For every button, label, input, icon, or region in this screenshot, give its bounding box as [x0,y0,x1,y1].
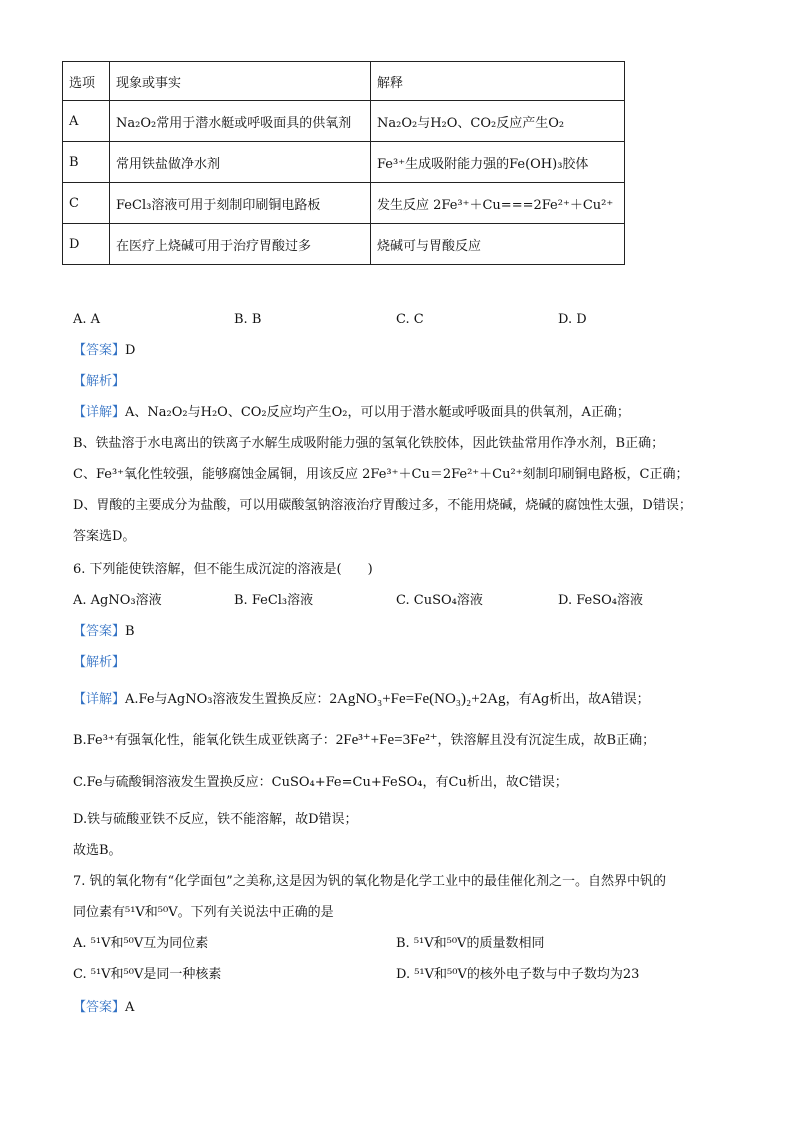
table-header-cell: 现象或事实 [110,62,371,101]
table-header-cell: 选项 [63,62,110,101]
q6-answer [73,623,754,641]
q5-answer [73,342,754,360]
answer-tag: 【答案】 [73,624,126,639]
answer-value: B [125,624,135,639]
table-cell-option: B [63,142,110,183]
detail-text: C.Fe与硫酸铜溶液发生置换反应： [73,775,272,790]
q5-detail-line: C、Fe³⁺氧化性较强，能够腐蚀金属铜，用该反应 2Fe³⁺＋Cu＝2Fe²⁺＋Cu²⁺刻制印刷铜电路板，C正确； [73,467,689,482]
q7-stem-line2: 同位素有⁵¹V和⁵⁰V。下列有关说法中正确的是 [73,905,334,920]
choice-a: A. A [73,312,101,327]
q6-conclusion: 故选B。 [73,843,122,858]
detail-text: ，有Cu析出，故C错误； [422,775,568,790]
table-header-cell: 解释 [371,62,625,101]
table-row [63,183,625,224]
table-cell-explanation: Na₂O₂与H₂O、CO₂反应产生O₂ [371,101,625,142]
choice-c: C. C [396,312,424,327]
detail-text: ，铁溶解且没有沉淀生成，故B正确； [437,733,656,748]
equation: 2AgNO₃+Fe=Fe(NO₃)₂+2Ag [329,691,506,707]
analysis-tag: 【解析】 [73,655,126,670]
options-table [62,61,625,265]
choice-b: B. ⁵¹V和⁵⁰V的质量数相同 [396,936,545,951]
table-cell-option: D [63,224,110,265]
answer-tag: 【答案】 [73,1000,126,1015]
analysis-tag: 【解析】 [73,374,126,389]
answer-value: D [125,343,136,358]
detail-tag: 【详解】 [73,405,126,420]
detail-tag: 【详解】 [73,692,126,707]
choice-d: D. D [558,312,587,327]
table-cell-fact: Na₂O₂常用于潜水艇或呼吸面具的供氧剂 [110,101,371,142]
choice-d: D. ⁵¹V和⁵⁰V的核外电子数与中子数均为23 [396,967,640,982]
table-cell-option: C [63,183,110,224]
choice-b: B. FeCl₃溶液 [234,593,314,608]
q7-answer [73,999,754,1017]
table-cell-fact: 常用铁盐做净水剂 [110,142,371,183]
q5-detail-line: D、胃酸的主要成分为盐酸，可以用碳酸氢钠溶液治疗胃酸过多，不能用烧碱，烧碱的腐蚀性太强，D错误； [73,498,692,513]
choice-d: D. FeSO₄溶液 [558,593,644,608]
detail-text: A.Fe与AgNO₃溶液发生置换反应： [125,692,330,707]
detail-text: A、Na₂O₂与H₂O、CO₂反应均产生O₂，可以用于潜水艇或呼吸面具的供氧剂，A正确； [125,405,630,420]
choice-c: C. CuSO₄溶液 [396,593,483,608]
q6-stem: 6. 下列能使铁溶解，但不能生成沉淀的溶液是( ) [73,562,373,577]
equation: 2Fe³⁺+Fe=3Fe²⁺ [335,732,438,748]
q6-detail-line-a [73,690,754,709]
equation: CuSO₄+Fe=Cu+FeSO₄ [271,775,423,790]
answer-tag: 【答案】 [73,343,126,358]
q6-analysis-tag [73,654,754,672]
q6-detail-line-b [73,731,754,750]
table-cell-explanation: 发生反应 2Fe³⁺＋Cu===2Fe²⁺＋Cu²⁺ [371,183,625,224]
q7-stem-line1: 7. 钒的氧化物有“化学面包”之美称,这是因为钒的氧化物是化学工业中的最佳催化剂之一。自然界中钒的 [73,874,666,889]
table-cell-fact: 在医疗上烧碱可用于治疗胃酸过多 [110,224,371,265]
choice-a: A. ⁵¹V和⁵⁰V互为同位素 [73,936,209,951]
table-cell-explanation: Fe³⁺生成吸附能力强的Fe(OH)₃胶体 [371,142,625,183]
table-cell-option: A [63,101,110,142]
answer-value: A [125,1000,135,1015]
table-header-row [63,62,625,101]
q5-detail-line [73,404,754,422]
choice-b: B. B [234,312,262,327]
table-cell-explanation: 烧碱可与胃酸反应 [371,224,625,265]
table-row [63,142,625,183]
q5-analysis-tag [73,373,754,391]
table-row [63,101,625,142]
q5-detail-line: B、铁盐溶于水电离出的铁离子水解生成吸附能力强的氢氧化铁胶体，因此铁盐常用作净水剂，B正确； [73,436,665,451]
table-cell-fact: FeCl₃溶液可用于刻制印刷铜电路板 [110,183,371,224]
q5-conclusion: 答案选D。 [73,529,136,544]
choice-c: C. ⁵¹V和⁵⁰V是同一种核素 [73,967,222,982]
choice-a: A. AgNO₃溶液 [73,593,162,608]
table-row [63,224,625,265]
q6-detail-line-c [73,774,754,792]
q6-detail-line-d: D.铁与硫酸亚铁不反应，铁不能溶解，故D错误； [73,812,358,827]
detail-text: B.Fe³⁺有强氧化性，能氧化铁生成亚铁离子： [73,733,336,748]
detail-text: ，有Ag析出，故A错误； [505,692,650,707]
